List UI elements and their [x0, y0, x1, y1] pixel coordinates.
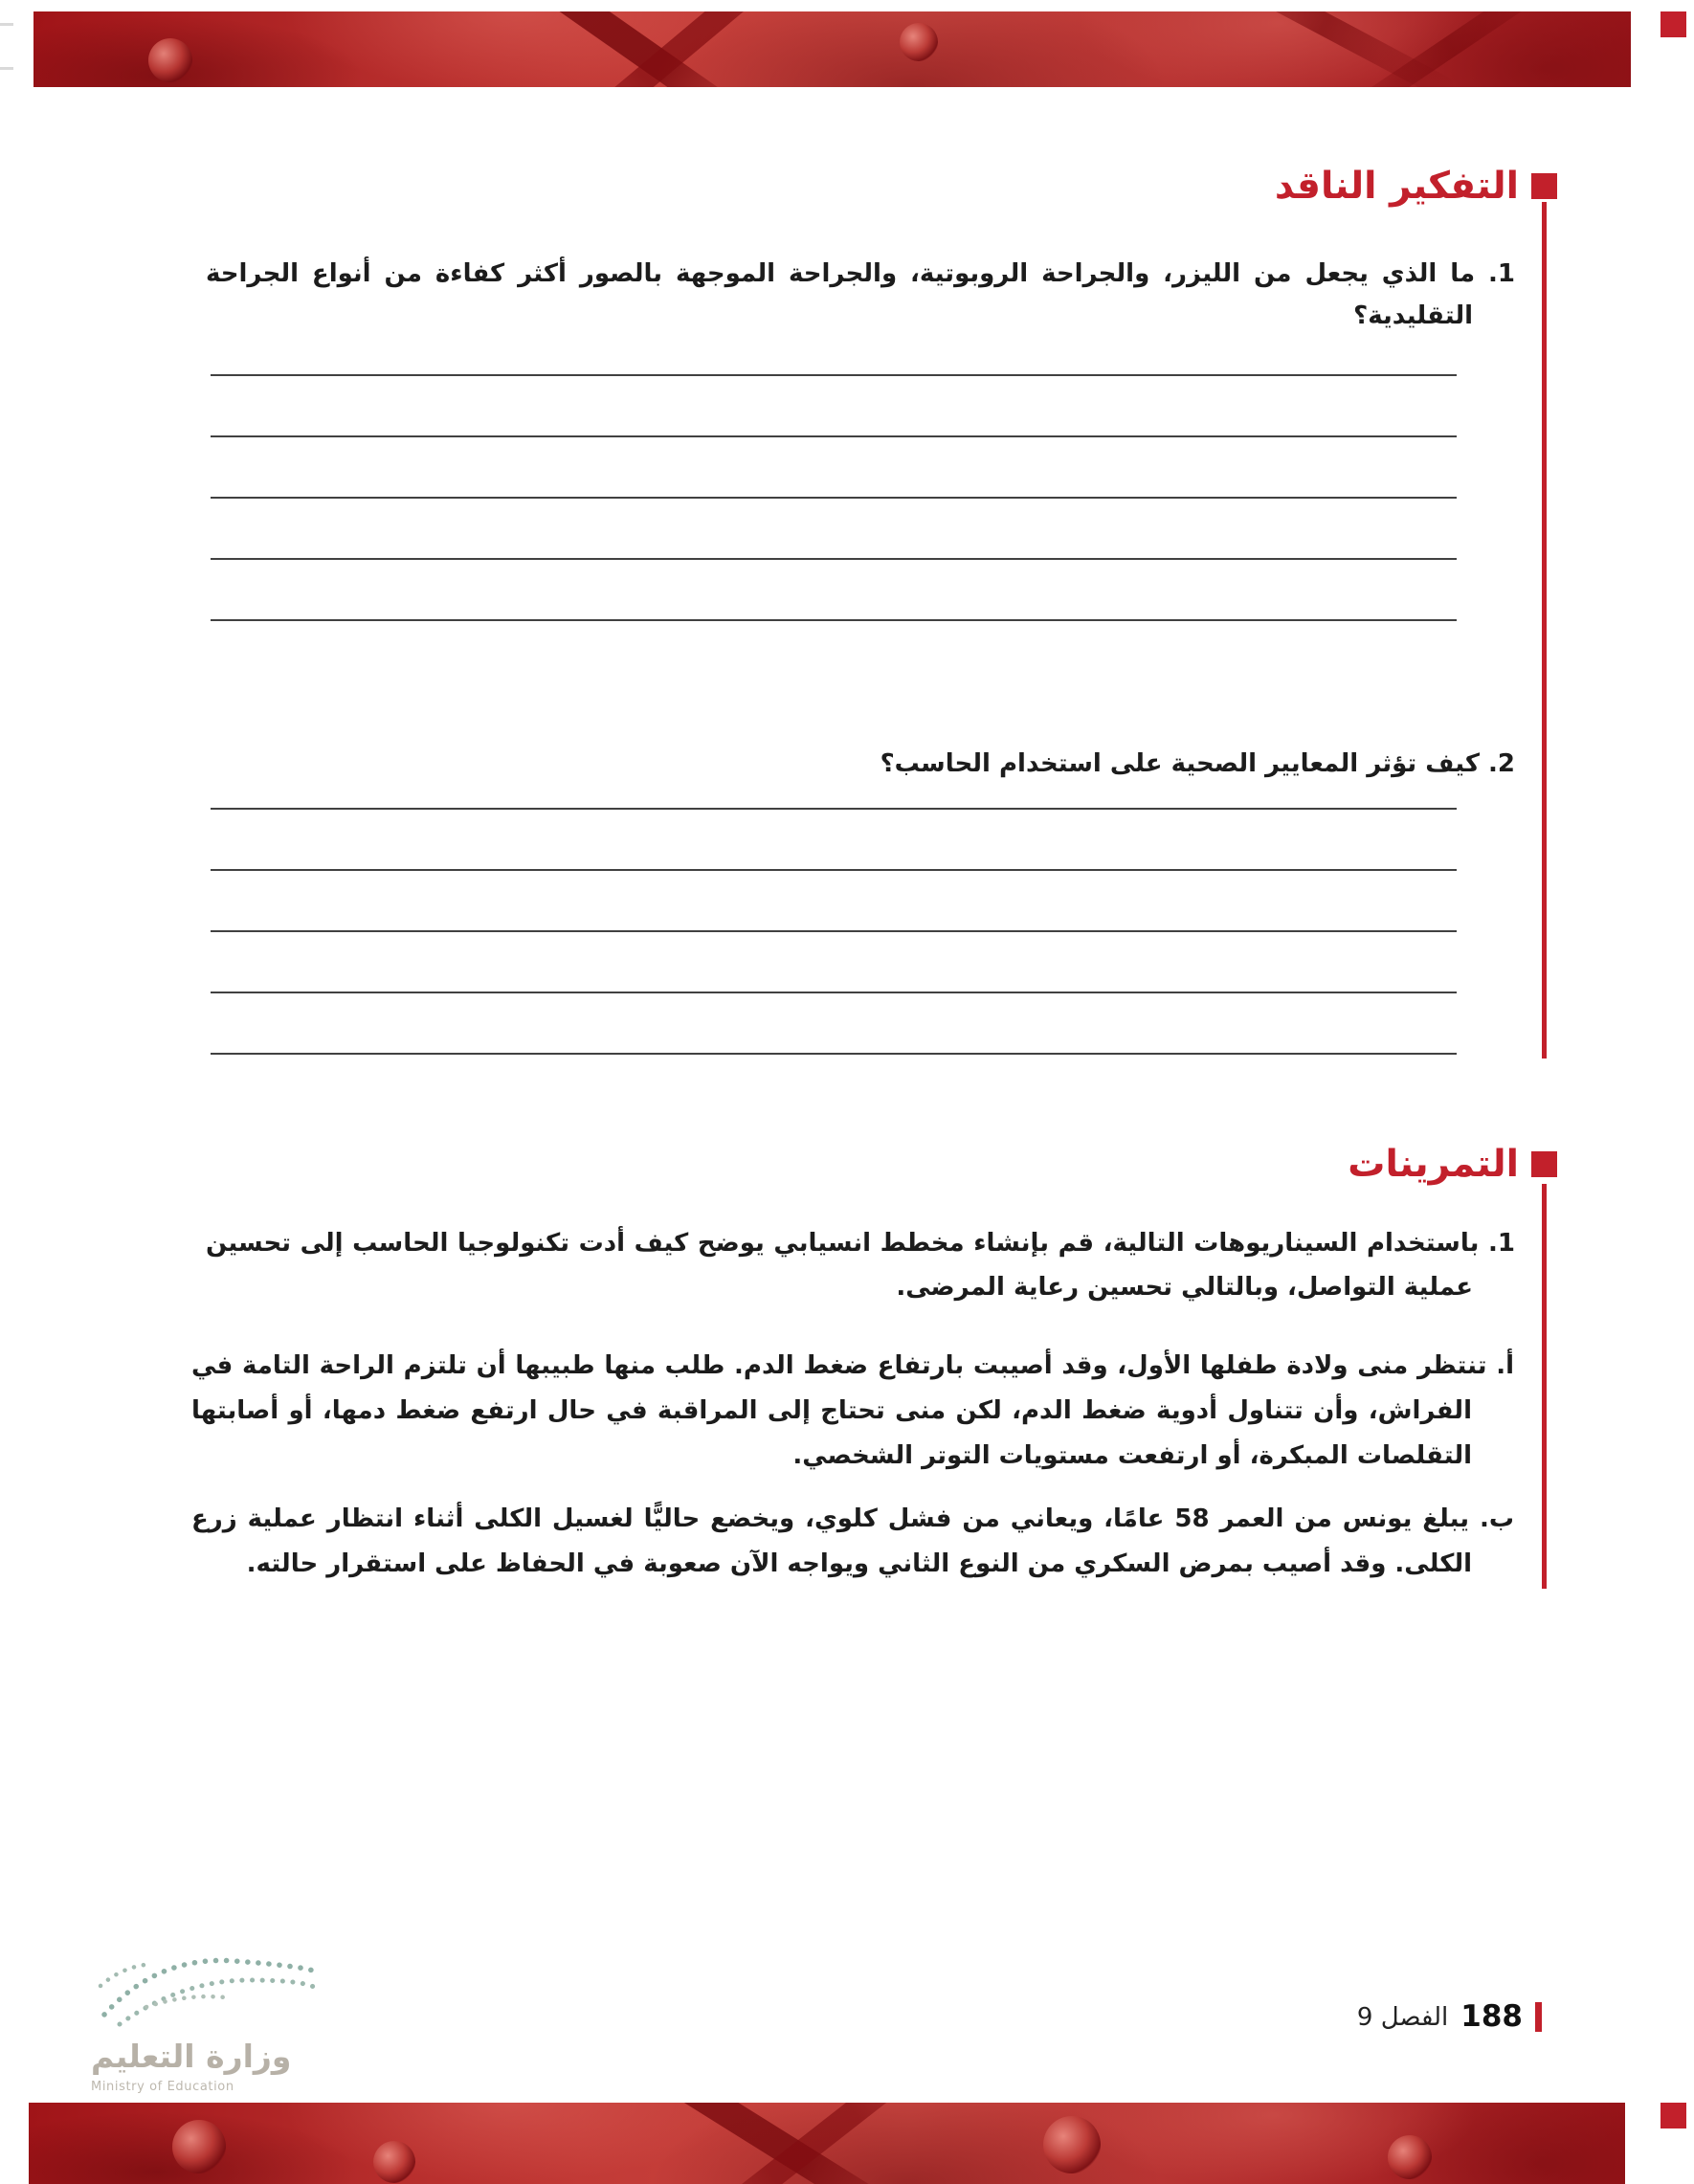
exercise-item-a [191, 1344, 1514, 1479]
question-1-number: 1. [1488, 259, 1515, 288]
blood-cell-graphic [373, 2141, 415, 2183]
section-bullet-icon [1531, 173, 1557, 199]
critical-thinking-title: التفكير الناقد [1274, 165, 1519, 208]
blood-cell-graphic [172, 2120, 226, 2173]
footer-red-bar [1535, 2002, 1542, 2032]
corner-square-top [1661, 11, 1686, 37]
answer-line [211, 869, 1457, 871]
blood-cell-graphic [1388, 2135, 1432, 2179]
critical-thinking-header [1274, 165, 1557, 208]
ministry-logo [91, 1948, 378, 2094]
header-banner-image [33, 11, 1631, 87]
page-number: 188 [1460, 1999, 1523, 2034]
section-bullet-icon [1531, 1151, 1557, 1177]
question-2-answer-lines [211, 808, 1457, 1114]
exercise-1-text: باستخدام السيناريوهات التالية، قم بإنشاء مخطط انسيابي يوضح كيف أدت تكنولوجيا الحاسب إلى تحسين عملية التواصل، وبالتالي تحسين رعاية المرضى. [206, 1229, 1480, 1302]
answer-line [211, 619, 1457, 621]
answer-line [211, 558, 1457, 560]
footer-banner-image [29, 2103, 1625, 2184]
question-2-text: كيف تؤثر المعايير الصحية على استخدام الحاسب؟ [880, 749, 1480, 778]
exercise-1-number: 1. [1488, 1229, 1515, 1258]
exercise-item-a-label: أ. [1496, 1351, 1514, 1380]
question-1 [206, 253, 1515, 337]
answer-line [211, 497, 1457, 499]
answer-line [211, 435, 1457, 437]
section-rule [1542, 202, 1547, 1059]
blood-cell-graphic [1043, 2116, 1101, 2173]
exercises-header [1348, 1143, 1557, 1186]
ministry-wordmark: وزارة التعليم [91, 2038, 292, 2075]
question-1-text: ما الذي يجعل من الليزر، والجراحة الروبوتية، والجراحة الموجهة بالصور أكثر كفاءة من أنواع الجراحة التقليدية؟ [206, 259, 1476, 330]
section-rule [1542, 1184, 1547, 1589]
answer-line [211, 808, 1457, 810]
exercise-item-b [191, 1497, 1514, 1587]
ministry-subtitle-en: Ministry of Education [91, 2080, 234, 2094]
answer-line [211, 930, 1457, 932]
exercise-item-b-label: ب. [1479, 1504, 1514, 1533]
crop-mark [0, 67, 13, 70]
corner-square-bottom [1661, 2103, 1686, 2128]
question-2 [206, 743, 1515, 785]
blood-cell-graphic [148, 38, 192, 82]
answer-line [211, 992, 1457, 993]
question-2-number: 2. [1488, 749, 1515, 778]
crop-mark [0, 23, 13, 26]
exercise-1-intro [206, 1221, 1515, 1309]
answer-line [211, 1053, 1457, 1055]
answer-line [211, 374, 1457, 376]
chapter-label: الفصل 9 [1356, 2002, 1449, 2032]
exercises-title: التمرينات [1348, 1143, 1519, 1186]
blood-cell-graphic [900, 23, 938, 61]
exercise-item-b-text: يبلغ يونس من العمر 58 عامًا، ويعاني من فشل كلوي، ويخضع حاليًّا لغسيل الكلى أثناء انتظار عملية زرع الكلى. وقد أصيب بمرض السكري من النوع الثاني ويواجه الآن صعوبة في الحفاظ على استقرار حالته. [191, 1504, 1472, 1578]
question-1-answer-lines [211, 374, 1457, 680]
page-footer [1356, 1999, 1542, 2034]
ministry-logo-dots-icon [91, 1948, 321, 2032]
exercise-item-a-text: تنتظر منى ولادة طفلها الأول، وقد أصيبت بارتفاع ضغط الدم. طلب منها طبيبها أن تلتزم الراحة التامة في الفراش، وأن تتناول أدوية ضغط الدم، لكن منى تحتاج إلى المراقبة في حال ارتفع ضغط دمها، أو أصابتها التقلصات المبكرة، أو ارتفعت مستويات التوتر الشخصي. [191, 1351, 1487, 1470]
